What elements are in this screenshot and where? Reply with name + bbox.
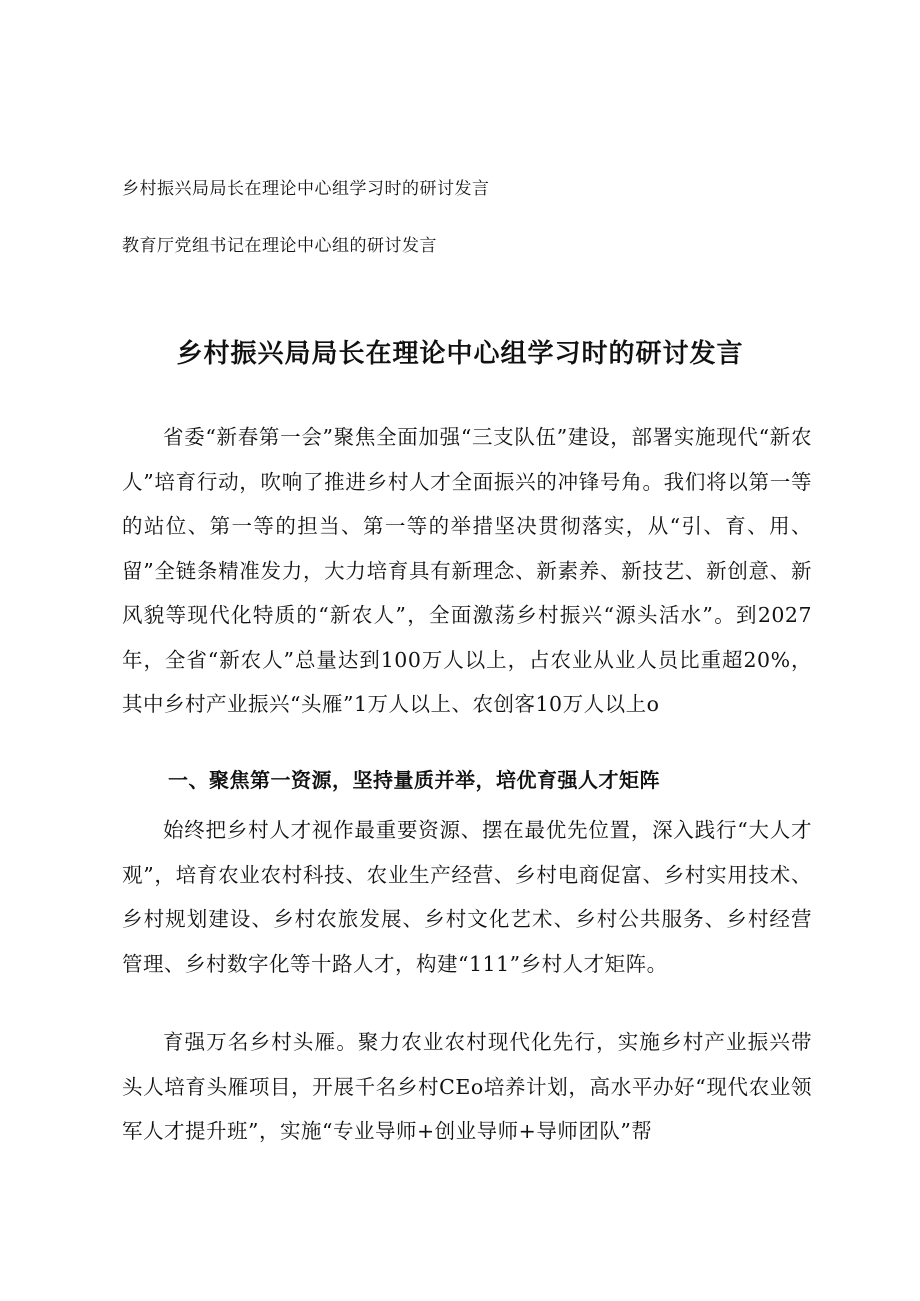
section-heading-1: 一、聚焦第一资源，坚持量质并举，培优育强人才矩阵 [168,768,660,792]
toc-item-2[interactable]: 教育厅党组书记在理论中心组的研讨发言 [122,236,437,256]
paragraph-rural-leaders: 育强万名乡村头雁。聚力农业农村现代化先行，实施乡村产业振兴带头人培育头雁项目，开展千名乡村CEo培养计划，高水平办好“现代农业领军人才提升班”，实施“专业导师+创业导师+导师团队”帮 [122,1030,812,1143]
document-title: 乡村振兴局局长在理论中心组学习时的研讨发言 [176,339,744,369]
paragraph-intro: 省委“新春第一会”聚焦全面加强“三支队伍”建设，部署实施现代“新农人”培育行动，吹响了推进乡村人才全面振兴的冲锋号角。我们将以第一等的站位、第一等的担当、第一等的举措坚决贯彻落实，从“引、育、用、留”全链条精准发力，大力培育具有新理念、新素养、新技艺、新创意、新风貌等现代化特质的“新农人”，全面激荡乡村振兴“源头活水”。到2027年，全省“新农人”总量达到100万人以上，占农业从业人员比重超20%，其中乡村产业振兴“头雁”1万人以上、农创客10万人以上o [122,425,812,716]
paragraph-talent-matrix: 始终把乡村人才视作最重要资源、摆在最优先位置，深入践行“大人才观”，培育农业农村科技、农业生产经营、乡村电商促富、乡村实用技术、乡村规划建设、乡村农旅发展、乡村文化艺术、乡村公共服务、乡村经营管理、乡村数字化等十路人才，构建“111”乡村人才矩阵。 [122,818,812,976]
toc-item-1[interactable]: 乡村振兴局局长在理论中心组学习时的研讨发言 [122,179,490,199]
